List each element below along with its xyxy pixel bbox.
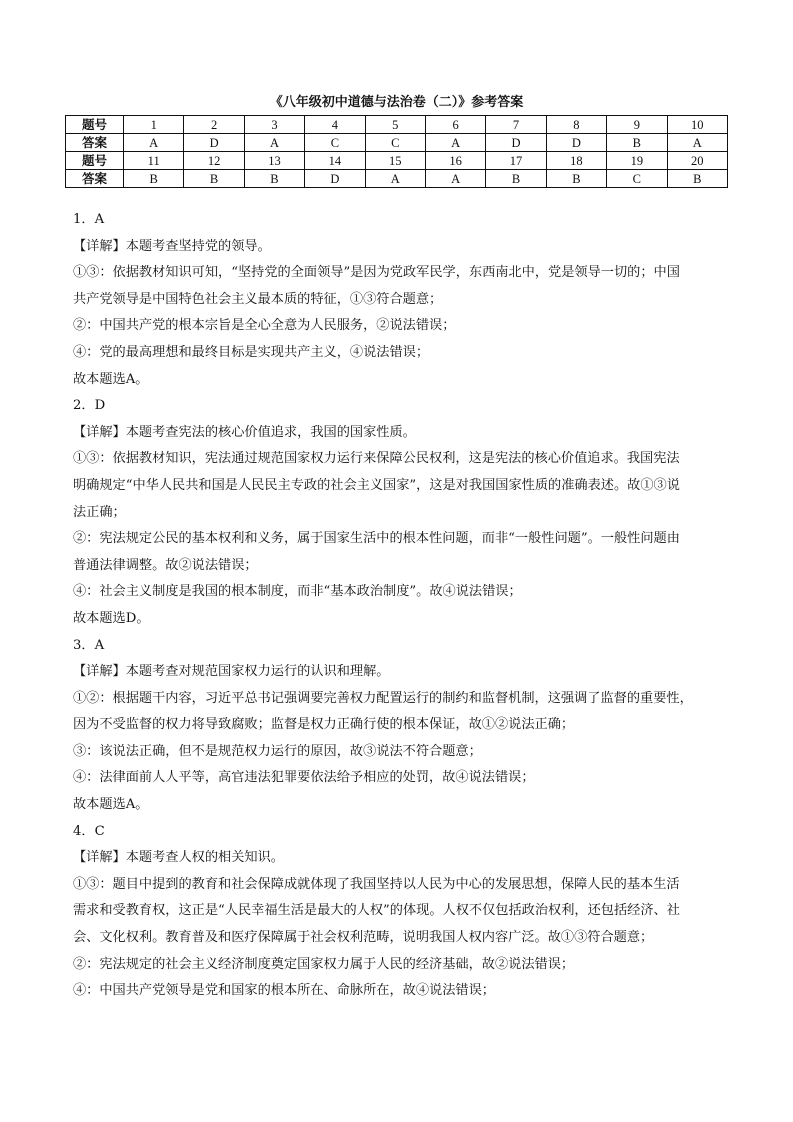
answer-cell: D [305,170,365,188]
answer-cell: C [607,170,667,188]
explanation-line: 【详解】本题考查坚持党的领导。 [73,238,271,254]
answer-cell: 19 [607,152,667,170]
explanation-line: ②：中国共产党的根本宗旨是全心全意为人民服务，②说法错误； [73,318,456,334]
answer-table-row [66,116,728,134]
answer-explanations [73,207,723,1005]
answer-table-row [66,152,728,170]
document-title: 《八年级初中道德与法治卷（二）》参考答案 [269,95,524,110]
answer-cell: 14 [305,152,365,170]
answer-cell: 1 [124,116,184,134]
answer-cell: A [425,134,485,152]
explanation-line: ①③：依据教材知识可知，“坚持党的全面领导”是因为党政军民学，东西南北中，党是领导一切的；中国 [73,265,680,281]
explanation-line: ④：社会主义制度是我国的根本制度，而非“基本政治制度”。故④说法错误； [73,584,522,600]
answer-cell: B [546,170,606,188]
row-header: 答案 [66,170,124,188]
explanation-line: 2．D [73,398,106,414]
answer-table-row [66,170,728,188]
answer-cell: 4 [305,116,365,134]
explanation-line: 明确规定“中华人民共和国是人民民主专政的社会主义国家”，这是对我国国家性质的准确表述。故①③说 [73,477,680,493]
answer-cell: B [124,170,184,188]
explanation-line: 普通法律调整。故②说法错误； [73,557,258,573]
answer-cell: 10 [667,116,727,134]
explanation-line: 4．C [73,823,105,839]
explanation-line: 1．A [73,212,105,227]
answer-cell: A [425,170,485,188]
explanation-line: 故本题选A。 [73,371,149,387]
answer-cell: 7 [486,116,546,134]
explanation-line: ④：党的最高理想和最终目标是实现共产主义，④说法错误； [73,344,430,360]
explanation-line: 故本题选D。 [73,610,150,626]
answer-cell: A [365,170,425,188]
answer-cell: 17 [486,152,546,170]
answer-cell: A [244,134,304,152]
row-header: 题号 [66,116,124,134]
explanation-line: ②：宪法规定公民的基本权利和义务，属于国家生活中的根本性问题，而非“一般性问题”。一般性问题由 [73,531,680,547]
explanation-line: 故本题选A。 [73,797,149,813]
explanation-line: ②：宪法规定的社会主义经济制度奠定国家权力属于人民的经济基础，故②说法错误； [73,956,575,972]
explanation-line: 需求和受教育权，这正是“人民幸福生活是最大的人权”的体现。人权不仅包括政治权利，还包括经济、社 [73,903,680,919]
explanation-line: ①②：根据题干内容，习近平总书记强调要完善权力配置运行的制约和监督机制，这强调了监督的重要性， [73,690,693,706]
explanation-line: ④：中国共产党领导是党和国家的根本所在、命脉所在，故④说法错误； [73,983,495,999]
answer-cell: 8 [546,116,606,134]
answer-cell: 5 [365,116,425,134]
answer-cell: D [486,134,546,152]
answer-cell: 6 [425,116,485,134]
explanation-line: 3．A [73,637,105,653]
answer-cell: 3 [244,116,304,134]
explanation-line: 共产党领导是中国特色社会主义最本质的特征，①③符合题意； [73,291,443,307]
explanation-line: 【详解】本题考查宪法的核心价值追求，我国的国家性质。 [73,424,416,440]
explanation-line: ①③：依据教材知识，宪法通过规范国家权力运行来保障公民权利，这是宪法的核心价值追求。我国宪法 [73,451,680,467]
answer-cell: C [365,134,425,152]
answer-table [65,115,728,188]
answer-cell: B [244,170,304,188]
explanation-line: 因为不受监督的权力将导致腐败；监督是权力正确行使的根本保证，故①②说法正确； [73,717,575,733]
explanation-line: 【详解】本题考查人权的相关知识。 [73,850,284,866]
answer-cell: 13 [244,152,304,170]
answer-cell: B [607,134,667,152]
explanation-line: ①③：题目中提到的教育和社会保障成就体现了我国坚持以人民为中心的发展思想，保障人民的基本生活 [73,876,680,892]
explanation-line: 会、文化权利。教育普及和医疗保障属于社会权利范畴，说明我国人权内容广泛。故①③符合题意； [73,930,654,946]
answer-cell: B [184,170,244,188]
answer-cell: 20 [667,152,727,170]
answer-cell: 9 [607,116,667,134]
answer-cell: B [486,170,546,188]
answer-cell: A [667,134,727,152]
row-header: 答案 [66,134,124,152]
answer-cell: C [305,134,365,152]
answer-cell: 2 [184,116,244,134]
answer-cell: B [667,170,727,188]
answer-cell: 15 [365,152,425,170]
explanation-line: ③：该说法正确，但不是规范权力运行的原因，故③说法不符合题意； [73,743,482,759]
row-header: 题号 [66,152,124,170]
answer-cell: D [184,134,244,152]
answer-cell: A [124,134,184,152]
answer-cell: 12 [184,152,244,170]
answer-cell: 11 [124,152,184,170]
explanation-line: 【详解】本题考查对规范国家权力运行的认识和理解。 [73,664,390,680]
explanation-line: ④：法律面前人人平等，高官违法犯罪要依法给予相应的处罚，故④说法错误； [73,770,535,786]
answer-table-row [66,134,728,152]
answer-cell: D [546,134,606,152]
answer-cell: 16 [425,152,485,170]
explanation-line: 法正确； [73,504,126,520]
answer-cell: 18 [546,152,606,170]
